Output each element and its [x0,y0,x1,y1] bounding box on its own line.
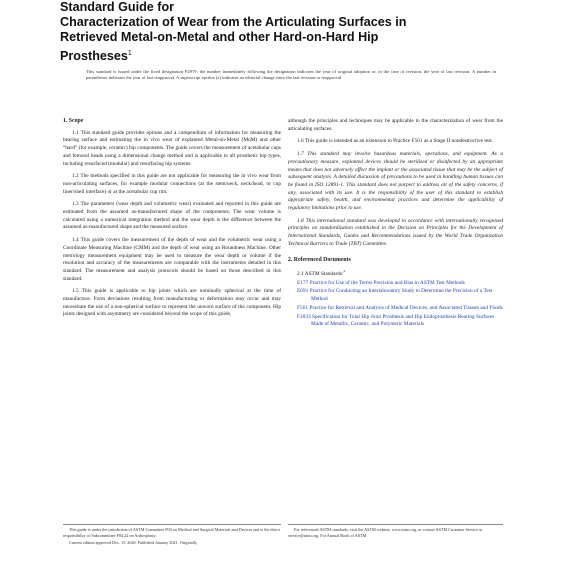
reference-title-link[interactable]: Practice for Retrieval and Analysis of Medical Devices, and Associated Tissues and Fluids [309,304,503,311]
designation-notice: This standard is issued under the fixed designation F2979; the number immediately following the designation indicates the year of original adoption or, in the case of revision, the year of last revision. A number in parentheses indicates the year of last reapproval. A superscript epsilon (ε) indicates an editorial change since the last revision or reapproval. [86,69,496,80]
scope-paragraph-1-8: 1.8 This international standard was developed in accordance with internationally recognized principles on standardization established in the Decision on Principles for the Development of International Standards, Guides and Recommendations issued by the World Trade Organization Technical Barriers to Trade (TBT) Committee. [288,217,503,247]
title-line-2: Characterization of Wear from the Articulating Surfaces in [60,15,407,30]
right-column [288,118,503,330]
title-line-4-text: Prostheses [60,48,128,63]
footnotes-left [63,524,281,547]
reference-code-link[interactable]: F2033 [297,313,311,320]
reference-title-link[interactable]: Specification for Total Hip Joint Prosthesis and Hip Endoprosthesis Bearing Surfaces Made of Metallic, Ceramic, and Polymeric Materials [311,313,495,328]
scope-paragraph-1-7: 1.7 This standard may involve hazardous materials, operations, and equipment. As a precautionary measure, explanted devices should be sterilized or disinfected by an appropriate means that does not adversely affect the implant or the associated tissue that may be the subject of subsequent analysis. A detailed discussion of precautions to be used in handling human tissues can be found in ISO 12891-1. This standard does not purport to address all of the safety concerns, if any, associated with its use. It is the responsibility of the user of this standard to establish appropriate safety, health, and environmental practices and determine the applicability of regulatory limitations prior to use. [288,151,503,212]
astm-standards-footnote-mark: 2 [343,269,346,274]
footnotes-right [288,524,503,540]
scope-heading: 1. Scope [63,118,84,124]
scope-paragraph-1-3: 1.3 The parameters (wear depth and volumetric wear) evaluated and reported in this guide are estimated from the assumed as-manufactured shape of the components. The wear volume is calculated using a numerical integration method and the wear depth is the difference between the assumed as-manufactured shape and the measured surface. [63,201,281,231]
title-line-4 [60,46,500,64]
reference-code-link[interactable]: E177 [297,279,309,286]
reference-list [288,280,503,329]
scope-paragraph-1-6: 1.6 This guide is intended as an extension to Practice F561 as a Stage II nondestructive test. [297,138,494,145]
scope-paragraph-1-5-continued: although the principles and techniques may be applicable to the characterization of wear from the articulating surfaces. [288,118,503,132]
scope-paragraph-1-5: 1.5 This guide is applicable to hip joints which are nominally spherical at the time of manufacture. Form deviations resulting from manufacturing or deformation may occur and may necessitate the use of a non-spherical surface to represent the unworn surface of the component. Hip joints designed with asymmetry are considered beyond the scope of this guide, [63,288,281,318]
reference-title-link[interactable]: Practice for Use of the Terms Precision and Bias in ASTM Test Methods [309,279,465,286]
document-title [60,0,500,64]
astm-standards-intro-text: 2.1 ASTM Standards: [297,271,344,278]
reference-item [297,305,503,313]
scope-paragraph-1-4: 1.4 This guide covers the measurement of the depth of wear and the volumetric wear using a Coordinate Measuring Machine (CMM) and the depth of wear using an Roundness Machine. Other metrology measurement equipment may be used to measure the wear depth or volume if the resolution and accuracy of the measurements are comparable with the instruments detailed in this standard. The measurement and analysis protocols should be based on those described in this standard. [63,237,281,282]
title-line-1: Standard Guide for [60,0,175,14]
title-footnote-mark: 1 [127,49,132,57]
footnote-jurisdiction: This guide is under the jurisdiction of ASTM Committee F04 on Medical and Surgical Materials and Devices and is the direct responsibility of Subcommittee F04.22 on Arthroplasty. [63,527,280,538]
footnote-astm-website: For referenced ASTM standards, visit the ASTM website, www.astm.org, or contact ASTM Customer Service at service@astm.org. For Annual Book of ASTM [288,527,483,538]
scope-paragraph-1-1: 1.1 This standard guide provides options and a compendium of information for measuring the bearing surface and estimating the in vivo wear of explanted Metal-on-Metal (MoM) and other “hard” (for example, ceramic) hip components. The guide covers the measurement of acetabular cups and femoral heads using a dimensional change method and is applicable to all prosthetic hip types, including resurfaced (modular) and resurfacing hip systems. [63,129,281,167]
reference-code-link[interactable]: F561 [297,304,308,311]
reference-item [297,314,503,329]
reference-item [297,280,503,288]
references-heading: 2. Referenced Documents [288,256,351,263]
reference-title-link[interactable]: Practice for Conducting an Interlaboratory Study to Determine the Precision of a Test Method [309,288,493,303]
reference-code-link[interactable]: E691 [297,288,309,295]
astm-standards-intro [297,268,503,278]
left-column [63,118,281,324]
title-line-3: Retrieved Metal-on-Metal and other Hard-on-Hard Hip [60,30,379,45]
footnote-edition: Current edition approved Dec. 15, 2020. Published January 2021. Originally [69,539,198,545]
reference-item [297,288,503,303]
scope-paragraph-1-2: 1.2 The methods specified in this guide are not applicable for measuring the in vivo wear from non-articulating surfaces, for example modular connections (at the stem/neck, neck/head, or cup liner/shell interface) or at the acetabular cup rim. [63,173,281,195]
